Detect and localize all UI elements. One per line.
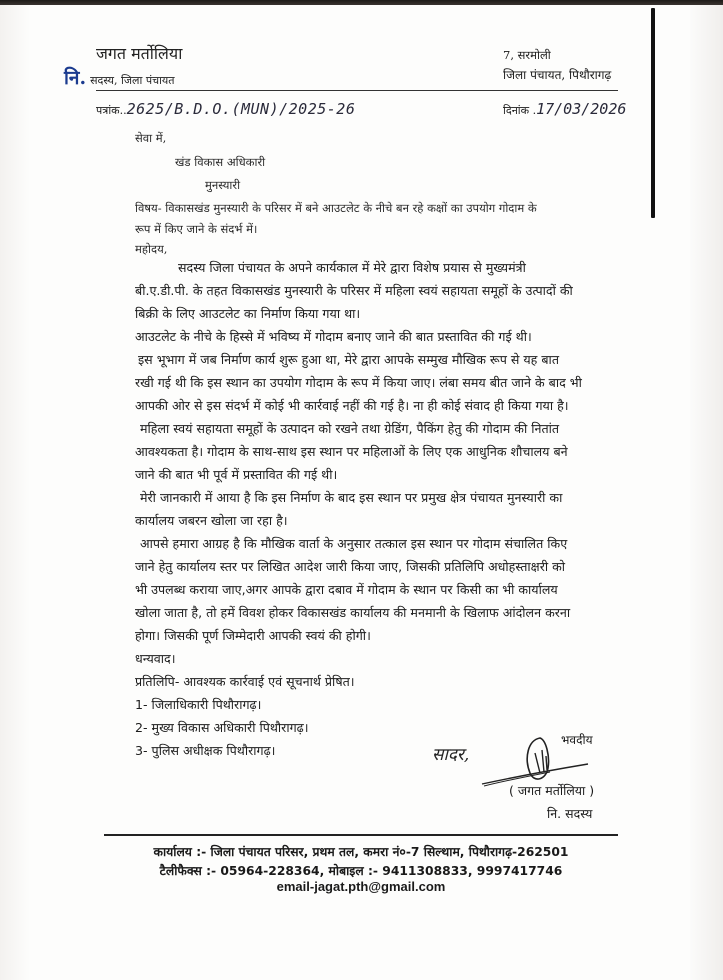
greeting: महोदय, <box>135 242 168 256</box>
scan-vertical-line <box>651 8 655 218</box>
reference-dots: .. <box>119 104 127 117</box>
footer-office-address: कार्यालय :- जिला पंचायत परिसर, प्रथम तल, कमरा नं०-7 सिल्थाम, पिथौरागढ़-262501 <box>153 845 569 859</box>
footer-phones: टैलीफैक्स :- 05964-228364, मोबाइल :- 9411308833, 9997417746 <box>159 864 563 878</box>
body-line: कार्यालय जबरन खोला जा रहा है। <box>135 513 288 528</box>
copy-to-item: 3- पुलिस अधीक्षक पिथौरागढ़। <box>135 743 276 758</box>
salutation: सेवा में, <box>135 131 167 145</box>
body-line: भी उपलब्ध कराया जाए,अगर आपके द्वारा दबाव में गोदाम के स्थान पर किसी का भी कार्यालय <box>135 582 558 597</box>
signatory-designation: नि. सदस्य <box>547 806 593 821</box>
letterhead-title: सदस्य, जिला पंचायत <box>90 74 175 87</box>
copy-to-heading: प्रतिलिपि- आवश्यक कार्रवाई एवं सूचनार्थ प्रेषित। <box>135 674 355 689</box>
body-line: महिला स्वयं सहायता समूहों के उत्पादन को रखने तथा ग्रेडिंग, पैकिंग हेतु की गोदाम की नितांत <box>140 421 560 436</box>
thanks: धन्यवाद। <box>135 651 176 666</box>
reference-number <box>96 100 355 118</box>
subject-line-1: विषय- विकासखंड मुनस्यारी के परिसर में बने आउटलेट के नीचे बन रहे कक्षों का उपयोग गोदाम के <box>135 201 537 215</box>
address-line-1: 7, सरमोली <box>503 48 551 62</box>
recipient-place: मुनस्यारी <box>205 178 241 192</box>
signatory-name: ( जगत मर्तोलिया ) <box>509 783 595 798</box>
body-line: रखी गई थी कि इस स्थान का उपयोग गोदाम के रूप में किया जाए। लंबा समय बीत जाने के बाद भी <box>135 375 582 390</box>
body-line: आपसे हमारा आग्रह है कि मौखिक वार्ता के अनुसार तत्काल इस स्थान पर गोदाम संचालित किए <box>140 536 568 551</box>
body-line: मेरी जानकारी में आया है कि इस निर्माण के बाद इस स्थान पर प्रमुख क्षेत्र पंचायत मुनस्यारी का <box>140 490 563 505</box>
letter-date <box>503 100 626 118</box>
body-line: सदस्य जिला पंचायत के अपने कार्यकाल में मेरे द्वारा विशेष प्रयास से मुख्यमंत्री <box>178 260 526 275</box>
body-line: खोला जाता है, तो हमें विवश होकर विकासखंड कार्यालय की मनमानी के खिलाफ आंदोलन करना <box>135 605 571 620</box>
letterhead-name: जगत मर्तोलिया <box>96 44 183 63</box>
letterhead-prefix: नि. <box>64 67 87 89</box>
footer-email: email-jagat.pth@gmail.com <box>276 879 446 894</box>
body-line: जाने हेतु कार्यालय स्तर पर लिखित आदेश जारी किया जाए, जिसकी प्रतिलिपि अधोहस्ताक्षरी को <box>135 559 566 574</box>
date-dots: . <box>529 104 537 117</box>
date-label: दिनांक <box>503 104 530 117</box>
reference-value: 2625/B.D.O.(MUN)/2025-26 <box>126 100 356 118</box>
scan-left-edge <box>0 0 30 980</box>
recipient-designation: खंड विकास अधिकारी <box>175 155 266 169</box>
address-line-2: जिला पंचायत, पिथौरागढ़ <box>503 68 612 82</box>
reference-label: पत्रांक <box>96 104 120 117</box>
body-line: आवश्यकता है। गोदाम के साथ-साथ इस स्थान पर महिलाओं के लिए एक आधुनिक शौचालय बने <box>135 444 568 459</box>
body-line: बी.ए.डी.पी. के तहत विकासखंड मुनस्यारी के परिसर में महिला स्वयं सहायता समूहों के उत्पादों की <box>135 283 573 298</box>
footer-divider <box>104 834 618 836</box>
body-line: बिक्री के लिए आउटलेट का निर्माण किया गया था। <box>135 306 361 321</box>
subject-line-2: रूप में किए जाने के संदर्भ में। <box>135 222 258 236</box>
copy-to-item: 1- जिलाधिकारी पिथौरागढ़। <box>135 697 262 712</box>
copy-to-item: 2- मुख्य विकास अधिकारी पिथौरागढ़। <box>135 720 309 735</box>
body-line: आउटलेट के नीचे के हिस्से में भविष्य में गोदाम बनाए जाने की बात प्रस्तावित की गई थी। <box>135 329 532 344</box>
scan-top-edge <box>0 0 723 5</box>
scan-right-edge <box>690 0 723 980</box>
body-line: होगा। जिसकी पूर्ण जिम्मेदारी आपकी स्वयं की होगी। <box>135 628 371 643</box>
body-line: जाने की बात भी पूर्व में प्रस्तावित की गई थी। <box>135 467 338 482</box>
closing: भवदीय <box>561 733 593 747</box>
date-value: 17/03/2026 <box>536 100 627 118</box>
handwritten-greeting: सादर, <box>432 745 470 765</box>
body-line: इस भूभाग में जब निर्माण कार्य शुरू हुआ था, मेरे द्वारा आपके सम्मुख मौखिक रूप से यह बात <box>138 352 559 367</box>
letterhead-title-row <box>64 64 175 90</box>
body-line: आपकी ओर से इस संदर्भ में कोई भी कार्रवाई नहीं की गई है। ना ही कोई संवाद ही किया गया है। <box>135 398 569 413</box>
header-divider <box>96 90 618 91</box>
